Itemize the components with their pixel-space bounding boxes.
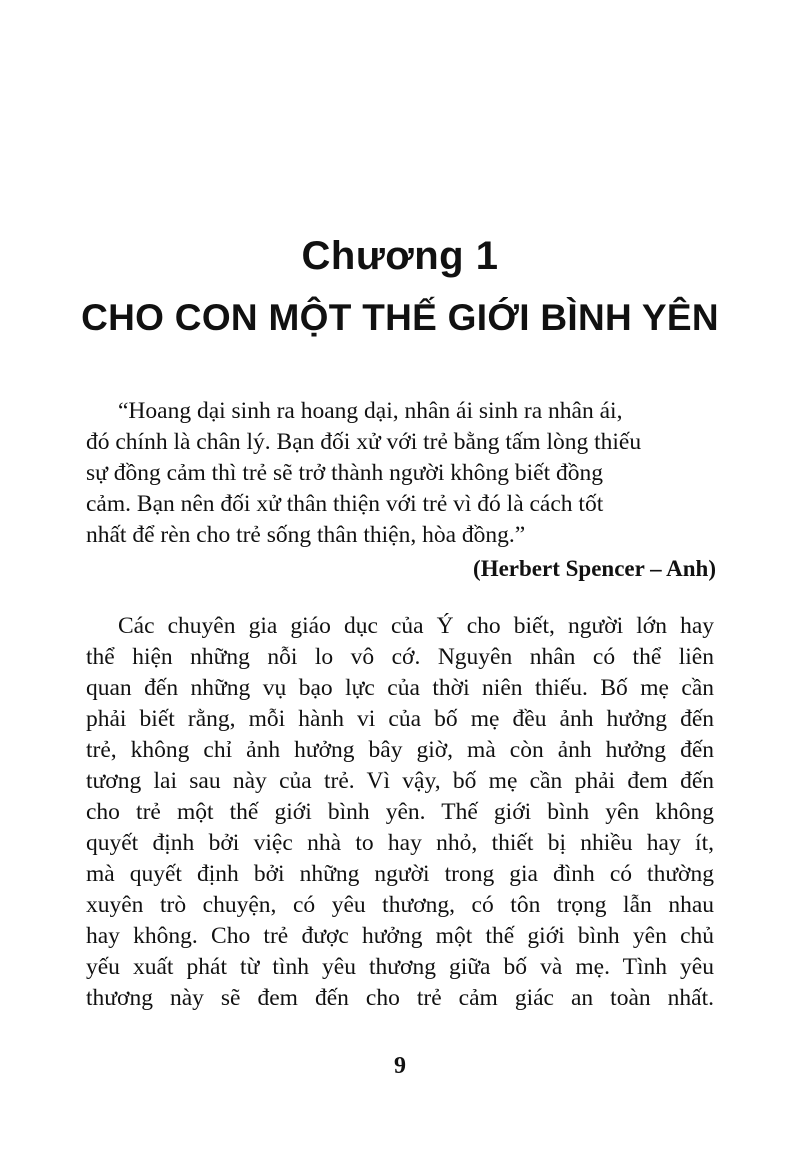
body-line: tương lai sau này của trẻ. Vì vậy, bố mẹ cần phải đem đến	[86, 768, 714, 794]
chapter-title: CHO CON MỘT THẾ GIỚI BÌNH YÊN	[81, 297, 719, 338]
body-line: xuyên trò chuyện, có yêu thương, có tôn trọng lẫn nhau	[86, 892, 714, 918]
epigraph-attribution: (Herbert Spencer – Anh)	[473, 556, 716, 581]
epigraph-line: cảm. Bạn nên đối xử thân thiện với trẻ vì đó là cách tốt	[86, 491, 604, 517]
body-line: Các chuyên gia giáo dục của Ý cho biết, người lớn hay	[118, 613, 714, 639]
epigraph-line: nhất để rèn cho trẻ sống thân thiện, hòa đồng.”	[86, 522, 526, 548]
epigraph-line: “Hoang dại sinh ra hoang dại, nhân ái sinh ra nhân ái,	[118, 398, 623, 424]
body-line: yếu xuất phát từ tình yêu thương giữa bố và mẹ. Tình yêu	[86, 954, 714, 980]
body-line: mà quyết định bởi những người trong gia đình có thường	[86, 861, 714, 887]
epigraph-line: đó chính là chân lý. Bạn đối xử với trẻ bằng tấm lòng thiếu	[86, 429, 642, 455]
epigraph-line: sự đồng cảm thì trẻ sẽ trở thành người không biết đồng	[86, 460, 603, 486]
chapter-label: Chương 1	[301, 234, 499, 278]
body-line: quan đến những vụ bạo lực của thời niên thiếu. Bố mẹ cần	[86, 675, 714, 701]
page-number: 9	[394, 1053, 406, 1079]
body-line: cho trẻ một thế giới bình yên. Thế giới bình yên không	[86, 799, 714, 825]
body-line: phải biết rằng, mỗi hành vi của bố mẹ đều ảnh hưởng đến	[86, 706, 714, 732]
body-line: quyết định bởi việc nhà to hay nhỏ, thiết bị nhiều hay ít,	[86, 830, 714, 856]
body-line: thể hiện những nỗi lo vô cớ. Nguyên nhân có thể liên	[86, 644, 714, 670]
body-line: hay không. Cho trẻ được hưởng một thế giới bình yên chủ	[86, 923, 714, 949]
epigraph-quote	[86, 396, 716, 551]
body-line: thương này sẽ đem đến cho trẻ cảm giác an toàn nhất.	[86, 985, 714, 1011]
body-paragraph	[86, 611, 714, 1014]
body-line: trẻ, không chỉ ảnh hưởng bây giờ, mà còn ảnh hưởng đến	[86, 737, 714, 763]
